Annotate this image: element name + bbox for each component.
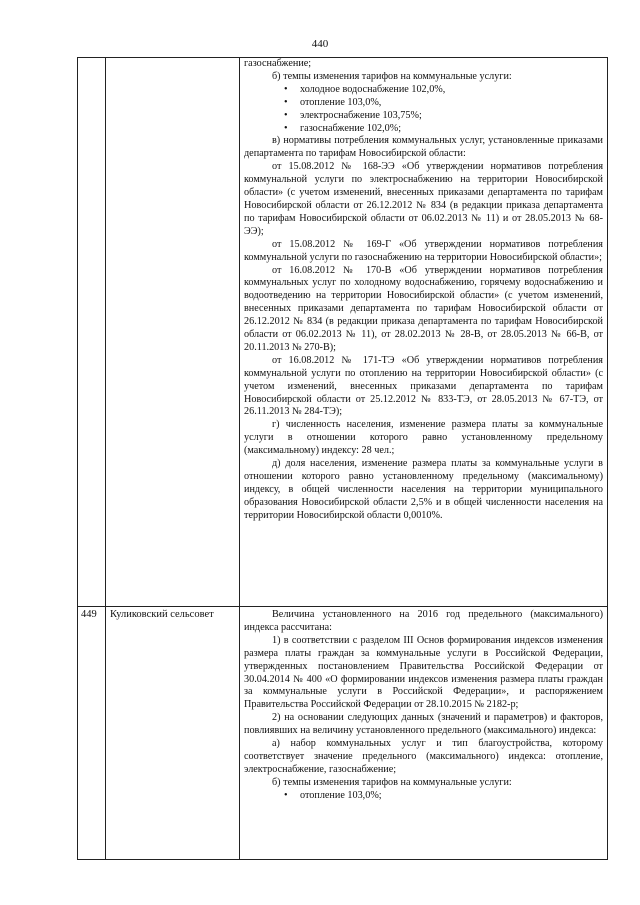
paragraph: г) численность населения, изменение размера платы за коммунальные услуги в отношении которого равно установленному предельному (максимальному) индексу: 28 чел.;	[244, 419, 603, 457]
description-cell	[240, 58, 607, 523]
paragraph: от 15.08.2012 № 169-Г «Об утверждении нормативов потребления коммунальной услуги по газоснабжению на территории Новосибирской области»;	[244, 238, 603, 263]
paragraph: от 16.08.2012 № 170-В «Об утверждении нормативов потребления коммунальных услуг по холодному водоснабжению, горячему водоснабжению и водоотведению на территории Новосибирской области» (с учетом изменений, внесенных приказами департамента по тарифам Новосибирской области от 26.12.2012 № 834 (в редакции приказа департамента по тарифам Новосибирской области от 06.02.2013 № 11), от 28.02.2013 № 28-В, от 28.05.2013 № 66-В, от 20.11.2013 № 270-В);	[244, 264, 603, 353]
paragraph: а) набор коммунальных услуг и тип благоустройства, которому соответствует значение предельного (максимального) индекса: отопление, электроснабжение, газоснабжение;	[244, 738, 603, 775]
paragraph: Величина установленного на 2016 год предельного (максимального) индекса рассчитана:	[244, 609, 603, 633]
tariff-list	[244, 790, 603, 803]
tariff-table	[77, 57, 608, 860]
paragraph: б) темпы изменения тарифов на коммунальные услуги:	[272, 70, 512, 82]
paragraph: газоснабжение;	[244, 58, 312, 69]
paragraph: от 16.08.2012 № 171-ТЭ «Об утверждении нормативов потребления коммунальной услуги по отоплению на территории Новосибирской области» (с учетом изменений, внесенных приказами департамента по тарифам Новосибирской области от 25.12.2012 № 833-ТЭ, от 28.05.2013 № 67-ТЭ, от 26.11.2013 № 284-ТЭ);	[244, 354, 603, 418]
table-row	[77, 57, 608, 607]
paragraph: 1) в соответствии с разделом III Основ формирования индексов изменения размера платы граждан за коммунальные услуги в Российской Федерации, утвержденных постановлением Правительства Российской Федерации от 30.04.2014 № 400 «О формировании индексов изменения размера платы граждан за коммунальные услуги в Российской Федерации», и распоряжением Правительства Российской Федерации от 28.10.2015 № 2182-р;	[244, 634, 603, 711]
list-item: • отопление 103,0%,	[244, 97, 603, 110]
list-item: • холодное водоснабжение 102,0%,	[244, 84, 603, 97]
paragraph: д) доля населения, изменение размера платы за коммунальные услуги в отношении которого равно установленному предельному (максимальному) индексу, в общей численности населения на территории муниципального образования Новосибирской области 2,5% и в общей численности населения на территории Новосибирской области 0,0010%.	[244, 458, 603, 521]
tariff-list	[244, 84, 603, 136]
row-number-cell: 449	[78, 607, 106, 859]
table-row	[77, 607, 608, 860]
page-number: 440	[311, 38, 329, 50]
description-cell	[240, 607, 607, 803]
paragraph: 2) на основании следующих данных (значений и параметров) и факторов, повлиявших на величину установленного предельного (максимального) индекса:	[244, 712, 603, 737]
row-number-cell	[78, 58, 106, 606]
list-item: • электроснабжение 103,75%;	[244, 110, 603, 123]
municipality-cell: Куликовский сельсовет	[106, 607, 240, 859]
paragraph: б) темпы изменения тарифов на коммунальные услуги:	[272, 776, 512, 788]
list-item: • газоснабжение 102,0%;	[244, 123, 603, 136]
paragraph: в) нормативы потребления коммунальных услуг, установленные приказами департамента по тарифам Новосибирской области:	[244, 135, 603, 160]
paragraph: от 15.08.2012 № 168-ЭЭ «Об утверждении нормативов потребления коммунальной услуги по электроснабжению на территории Новосибирской области» (с учетом изменений, внесенных приказами департамента по тарифам Новосибирской области от 26.12.2012 № 834 (в редакции приказа департамента по тарифам Новосибирской области от 06.02.2013 № 11) и от 28.05.2013 № 68-ЭЭ);	[244, 161, 603, 237]
list-item: • отопление 103,0%;	[244, 790, 603, 803]
municipality-cell	[106, 58, 240, 606]
